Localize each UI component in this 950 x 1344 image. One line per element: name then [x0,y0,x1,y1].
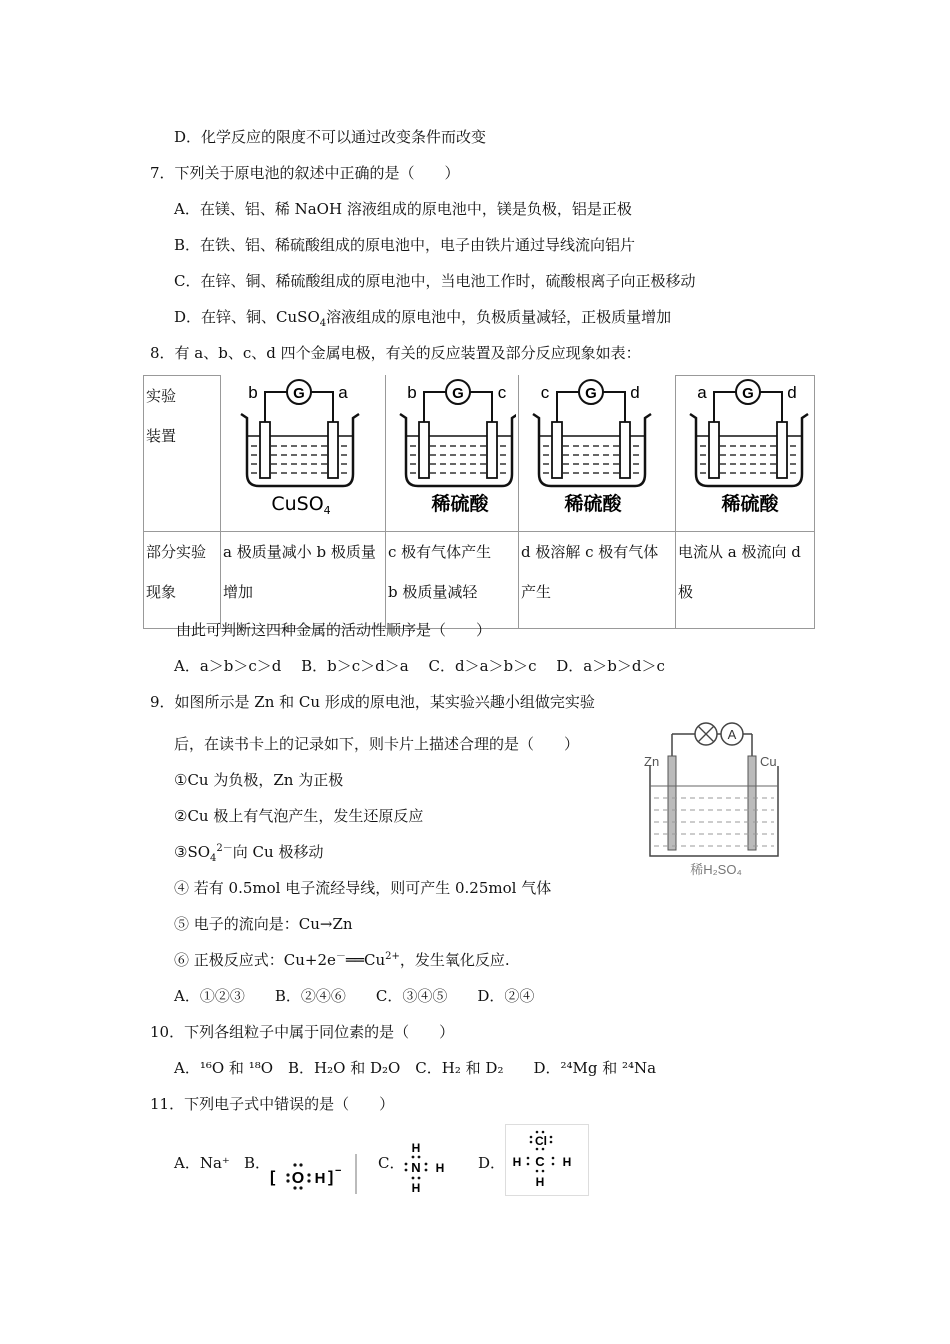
svg-text:H: H [435,1161,445,1175]
solution-label: 稀硫酸 [564,493,622,515]
beaker [533,414,651,486]
q9-statement-3: $③SO_4^{2-}$向 Cu 极移动 [174,843,324,864]
svg-text:H: H [411,1141,421,1155]
electrode-left [709,422,719,478]
q9-stem: 9．如图所示是 Zn 和 Cu 形成的原电池，某实验兴趣小组做完实验 [150,693,595,711]
beaker [241,414,359,486]
q9-stem-continued: 后，在读书卡上的记录如下，则卡片上描述合理的是（ ） [174,735,580,753]
q10-options: A．¹⁶O 和 ¹⁸O B．H₂O 和 D₂O C．H₂ 和 D₂ D．²⁴Mg 和 ²⁴Na [174,1059,657,1077]
svg-text:N: N [411,1160,421,1175]
wire-right [603,392,625,422]
device-cell [519,376,676,532]
q11-option-a: A．Na⁺ [174,1154,230,1172]
q8-stem: 8．有 a、b、c、d 四个金属电极，有关的反应装置及部分反应现象如表： [150,344,641,362]
table-header-observation: 部分实验 现象 [144,532,221,629]
electrode-label-left: b [407,383,417,402]
q11-option-c-label: C． [378,1154,405,1172]
cell-device-figure [678,376,812,516]
q8-options: A．a＞b＞c＞d B．b＞c＞d＞a C．d＞a＞b＞c D．a＞b＞d＞c [174,657,665,675]
q11-option-b-label: B． [244,1154,271,1172]
galvanometer-label: G [585,385,597,402]
zn-label: Zn [644,754,660,769]
solution-label: 稀硫酸 [721,493,779,515]
electrode-right [487,422,497,478]
q9-options: A．①②③ B．②④⑥ C．③④⑤ D．②④ [174,987,535,1005]
wire-left [714,392,736,422]
q9-statement-6: ⑥ 正极反应式：$Cu+2e^-══Cu^{2+}$，发生氧化反应. [174,951,510,969]
wire-left [265,392,287,422]
hydroxide-electron-formula-figure [268,1150,360,1198]
electrode-right [777,422,787,478]
q10-stem: 10．下列各组粒子中属于同位素的是（ ） [150,1023,455,1041]
svg-text:H: H [562,1155,572,1169]
solution-label: 稀硫酸 [431,493,489,515]
galvanometer-label: G [293,385,305,402]
cell-device-figure [521,376,673,516]
zn-cu-cell-figure [640,708,800,878]
q9-statement-4: ④ 若有 0.5mol 电子流经导线，则可产生 0.25mol 气体 [174,879,552,897]
q7-option-c: C．在锌、铜、稀硫酸组成的原电池中，当电池工作时，硫酸根离子向正极移动 [174,272,696,290]
table-header-device: 实验 装置 [144,376,221,532]
electrode-label-right: c [497,383,507,402]
wire-right [470,392,492,422]
ammeter-label: A [727,727,737,742]
q11-option-d-label: D． [478,1154,506,1172]
svg-text:H: H [314,1170,326,1187]
beaker [690,414,808,486]
electrode-right [620,422,630,478]
observation-cell: 电流从 a 极流向 d 极 [676,532,815,629]
device-cell [221,376,386,532]
svg-text:−: − [335,1165,342,1177]
svg-text:C: C [535,1154,545,1169]
observation-cell: c 极有气体产生 b 极质量减轻 [386,532,519,629]
experiment-table [143,375,815,629]
svg-text:Cl: Cl [535,1134,547,1148]
observation-cell: a 极质量减小 b 极质量 增加 [221,532,386,629]
q7-stem: 7．下列关于原电池的叙述中正确的是（ ） [150,164,460,182]
svg-text:H: H [411,1181,421,1195]
electrode-left [552,422,562,478]
q9-statement-1: ①Cu 为负极，Zn 为正极 [174,771,344,789]
solution-label: 稀H₂SO₄ [690,862,742,877]
electrode-right [328,422,338,478]
q11-stem: 11．下列电子式中错误的是（ ） [150,1095,395,1113]
electrode-label-left: b [248,383,258,402]
device-cell [676,376,815,532]
q8-question: 由此可判断这四种金属的活动性顺序是（ ） [176,621,492,639]
electrode-label-right: a [338,383,348,402]
wire-right [311,392,333,422]
galvanometer-label: G [452,385,464,402]
q7-option-d: D．在锌、铜、CuSO$_4$溶液组成的原电池中，负极质量减轻，正极质量增加 [174,308,672,329]
svg-text:]: ] [328,1169,334,1186]
cu-label: Cu [760,754,777,769]
chloromethane-electron-formula-figure [505,1124,589,1196]
wire-left [557,392,579,422]
beaker [400,414,516,486]
svg-text:O: O [291,1170,305,1187]
electrode-left [260,422,270,478]
electrode-left [419,422,429,478]
ammonia-electron-formula-figure [400,1136,452,1198]
observation-cell: d 极溶解 c 极有气体 产生 [519,532,676,629]
device-cell [386,376,519,532]
q6-option-d: D．化学反应的限度不可以通过改变条件而改变 [174,128,487,146]
svg-text:H: H [535,1175,545,1189]
q7-option-a: A．在镁、铝、稀 NaOH 溶液组成的原电池中，镁是负极，铝是正极 [174,200,632,218]
q9-statement-2: ②Cu 极上有气泡产生，发生还原反应 [174,807,424,825]
q7-option-b: B．在铁、铝、稀硫酸组成的原电池中，电子由铁片通过导线流向铝片 [174,236,636,254]
q9-statement-5: ⑤ 电子的流向是：Cu→Zn [174,915,353,933]
svg-text:H: H [512,1155,522,1169]
electrode-label-left: a [697,383,707,402]
electrode-label-right: d [630,383,640,402]
electrode-label-left: c [540,383,550,402]
wire-left [424,392,446,422]
svg-text:[: [ [270,1169,276,1186]
cell-device-figure [223,376,383,516]
solution-label: CuSO$_4$ [271,493,331,516]
galvanometer-label: G [742,385,754,402]
wire-right [760,392,782,422]
electrode-label-right: d [787,383,797,402]
cell-device-figure [388,376,516,516]
